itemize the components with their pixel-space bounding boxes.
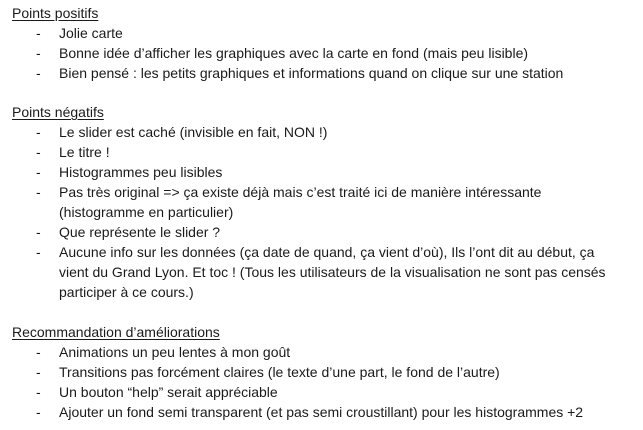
bullet-list <box>12 342 637 422</box>
list-item <box>12 162 637 182</box>
list-item <box>12 222 637 242</box>
bullet-dash: - <box>36 244 41 260</box>
list-item <box>12 43 637 63</box>
list-item-text: Un bouton “help” serait appréciable <box>59 384 278 400</box>
bullet-list <box>12 122 637 302</box>
list-item <box>12 402 637 422</box>
list-item <box>12 342 637 362</box>
section-heading: Points positifs <box>12 5 99 21</box>
list-item-text: Le slider est caché (invisible en fait, NON !) <box>59 124 328 140</box>
section-recommandations <box>12 322 637 422</box>
list-item <box>12 63 637 83</box>
bullet-dash: - <box>36 404 41 420</box>
list-item-text: Que représente le slider ? <box>59 224 221 240</box>
bullet-list <box>12 23 637 83</box>
list-item <box>12 242 637 302</box>
list-item-text: Ajouter un fond semi transparent (et pas semi croustillant) pour les histogrammes +2 <box>59 404 584 420</box>
list-item <box>12 142 637 162</box>
section-points-negatifs <box>12 102 637 302</box>
list-item-text: Pas très original => ça existe déjà mais c’est traité ici de manière intéressante (histogramme en particulier) <box>59 184 542 220</box>
list-item-text: Aucune info sur les données (ça date de quand, ça vient d’où), Ils l’ont dit au début, ça vient du Grand Lyon. Et toc ! (Tous les utilisateurs de la visualisation ne sont pas censés participer à ce cours.) <box>59 244 606 300</box>
bullet-dash: - <box>36 344 41 360</box>
bullet-dash: - <box>36 164 41 180</box>
list-item-text: Jolie carte <box>59 25 123 41</box>
bullet-dash: - <box>36 384 41 400</box>
bullet-dash: - <box>36 224 41 240</box>
section-heading: Recommandation d’améliorations <box>12 324 220 340</box>
bullet-dash: - <box>36 144 41 160</box>
bullet-dash: - <box>36 45 41 61</box>
bullet-dash: - <box>36 124 41 140</box>
list-item-text: Transitions pas forcément claires (le texte d’une part, le fond de l’autre) <box>59 364 500 380</box>
bullet-dash: - <box>36 364 41 380</box>
list-item <box>12 382 637 402</box>
list-item <box>12 362 637 382</box>
list-item-text: Animations un peu lentes à mon goût <box>59 344 291 360</box>
list-item-text: Bonne idée d’afficher les graphiques avec la carte en fond (mais peu lisible) <box>59 45 529 61</box>
list-item-text: Bien pensé : les petits graphiques et informations quand on clique sur une station <box>59 65 564 81</box>
bullet-dash: - <box>36 25 41 41</box>
list-item-text: Le titre ! <box>59 144 110 160</box>
bullet-dash: - <box>36 184 41 200</box>
list-item <box>12 122 637 142</box>
bullet-dash: - <box>36 65 41 81</box>
section-points-positifs <box>12 3 637 83</box>
list-item-text: Histogrammes peu lisibles <box>59 164 223 180</box>
section-heading: Points négatifs <box>12 104 104 120</box>
list-item <box>12 23 637 43</box>
list-item <box>12 182 637 222</box>
